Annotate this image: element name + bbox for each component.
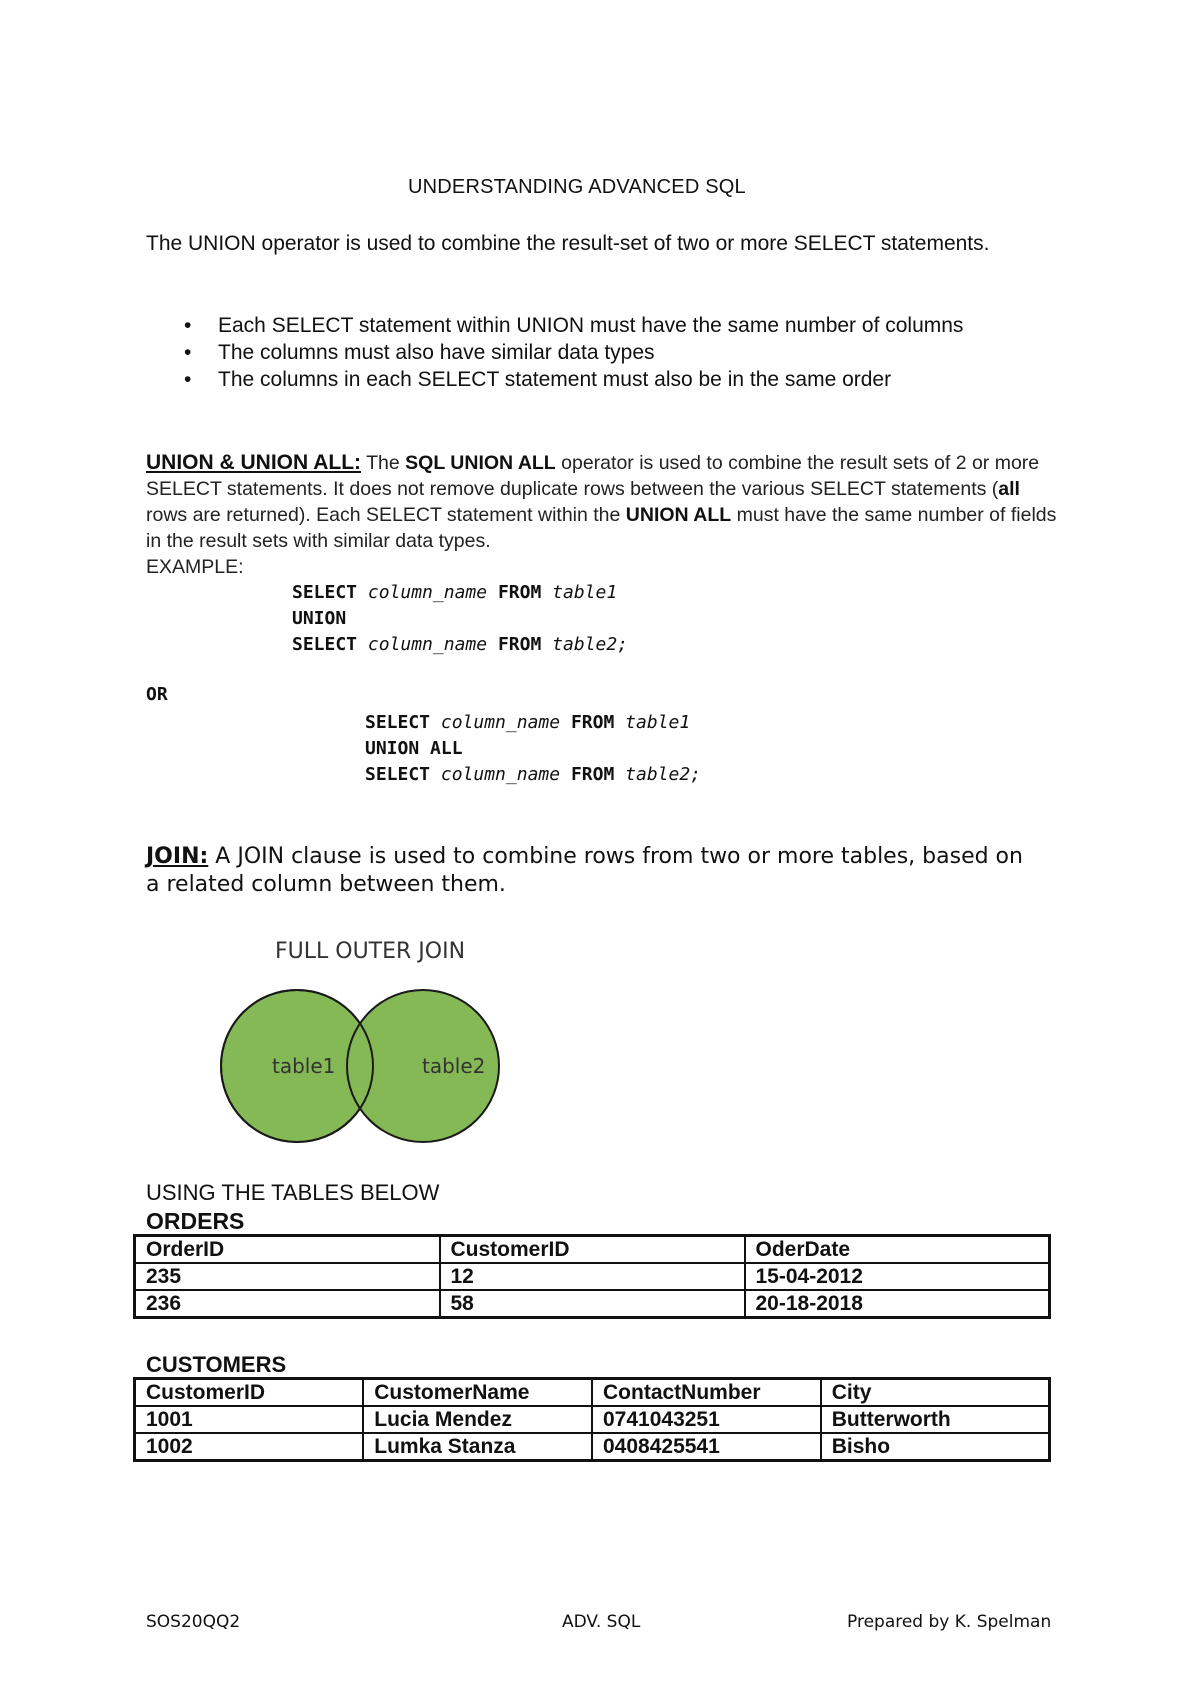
- bullet-icon: •: [184, 368, 192, 391]
- table-row: [135, 1433, 1050, 1461]
- table-header-cell: City: [821, 1379, 1050, 1407]
- table-cell: 20-18-2018: [745, 1290, 1050, 1318]
- orders-label: ORDERS: [146, 1208, 245, 1234]
- example-label: EXAMPLE:: [146, 556, 244, 578]
- tables-intro: USING THE TABLES BELOW: [146, 1180, 440, 1205]
- footer-author: Prepared by K. Spelman: [847, 1612, 1052, 1632]
- or-label: OR: [146, 684, 168, 705]
- table-cell: 236: [135, 1290, 440, 1318]
- table-header-cell: CustomerID: [440, 1236, 745, 1264]
- orders-table: [133, 1234, 1051, 1319]
- list-item: • The columns in each SELECT statement must also be in the same order: [184, 368, 892, 391]
- bullet-list: [146, 312, 1126, 393]
- bullet-icon: •: [184, 341, 192, 364]
- table-header-cell: OrderID: [135, 1236, 440, 1264]
- table-row: [135, 1290, 1050, 1318]
- union-heading: UNION & UNION ALL:: [146, 451, 362, 474]
- table-header-cell: OderDate: [745, 1236, 1050, 1264]
- page-title: UNDERSTANDING ADVANCED SQL: [408, 176, 746, 198]
- table-header-cell: ContactNumber: [592, 1379, 821, 1407]
- table-cell: Lumka Stanza: [363, 1433, 592, 1461]
- table-cell: 1002: [135, 1433, 364, 1461]
- list-item: • Each SELECT statement within UNION must have the same number of columns: [184, 314, 964, 337]
- bullet-icon: •: [184, 314, 192, 337]
- code-block-union-all: SELECT column_name FROM table1 UNION ALL SELECT column_name FROM table2;: [365, 712, 701, 785]
- table-cell: 0408425541: [592, 1433, 821, 1461]
- table-header-row: [135, 1379, 1050, 1407]
- venn-title: FULL OUTER JOIN: [275, 939, 466, 964]
- join-heading: JOIN:: [146, 844, 209, 869]
- join-paragraph: JOIN: A JOIN clause is used to combine rows from two or more tables, based on a related column between them.: [146, 844, 1023, 897]
- table-row: [135, 1263, 1050, 1290]
- union-paragraph: UNION & UNION ALL: The SQL UNION ALL operator is used to combine the result sets of 2 or more SELECT statements. It does not remove duplicate rows between the various SELECT statements (all rows are returned). Each SELECT statement within the UNION ALL must have the same number of fields in the result sets with similar data types. EXAMPLE:: [146, 451, 1057, 578]
- table-cell: 12: [440, 1263, 745, 1290]
- code-block-union: SELECT column_name FROM table1 UNION SELECT column_name FROM table2;: [292, 582, 628, 655]
- table-cell: 58: [440, 1290, 745, 1318]
- table-header-row: [135, 1236, 1050, 1264]
- table-cell: 235: [135, 1263, 440, 1290]
- list-item: • The columns must also have similar data types: [184, 341, 655, 364]
- venn-diagram: [210, 928, 530, 1163]
- venn-right-label: table2: [422, 1054, 486, 1078]
- footer-subject: ADV. SQL: [562, 1612, 641, 1632]
- table-row: [135, 1406, 1050, 1433]
- table-cell: Butterworth: [821, 1406, 1050, 1433]
- table-cell: Bisho: [821, 1433, 1050, 1461]
- table-cell: 0741043251: [592, 1406, 821, 1433]
- table-header-cell: CustomerID: [135, 1379, 364, 1407]
- table-header-cell: CustomerName: [363, 1379, 592, 1407]
- table-cell: Lucia Mendez: [363, 1406, 592, 1433]
- customers-table: [133, 1377, 1051, 1462]
- table-cell: 1001: [135, 1406, 364, 1433]
- customers-label: CUSTOMERS: [146, 1352, 287, 1377]
- footer-course-code: SOS20QQ2: [146, 1612, 241, 1632]
- table-cell: 15-04-2012: [745, 1263, 1050, 1290]
- venn-left-label: table1: [272, 1054, 336, 1078]
- intro-paragraph: The UNION operator is used to combine the result-set of two or more SELECT statements.: [146, 232, 990, 255]
